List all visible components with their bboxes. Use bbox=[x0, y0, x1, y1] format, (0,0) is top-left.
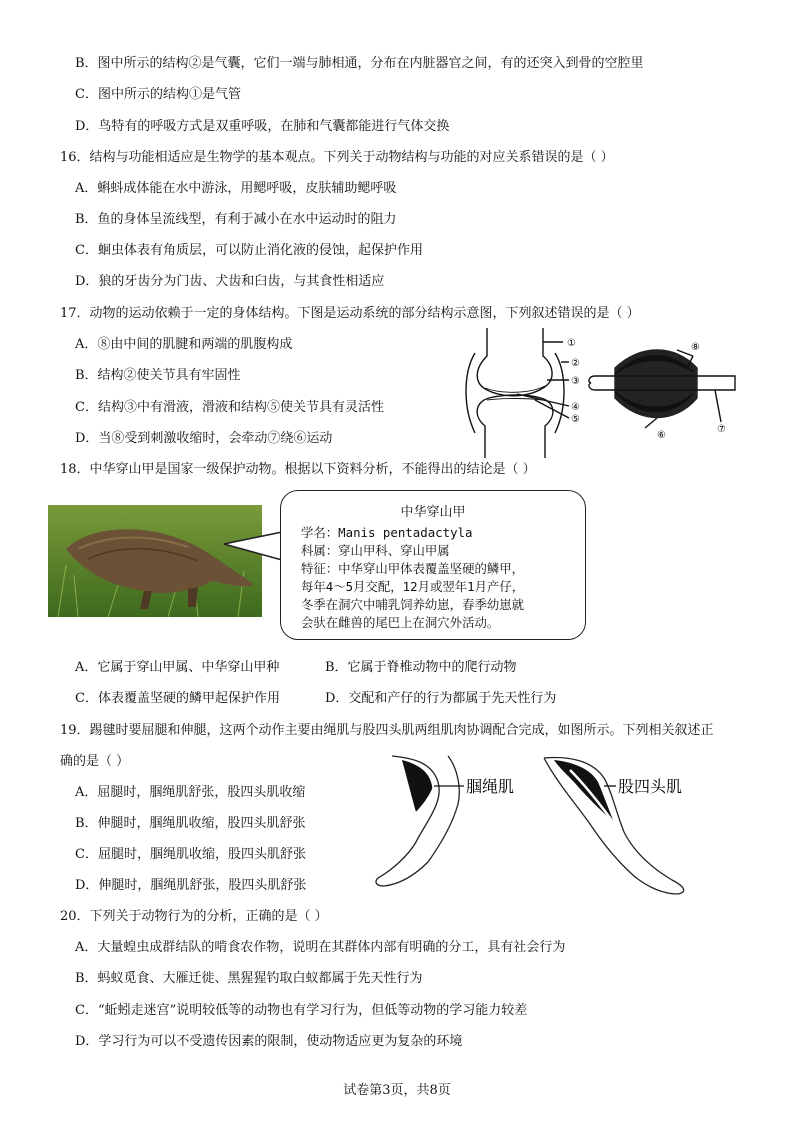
q19-option-a: A．屈腿时，腘绳肌舒张，股四头肌收缩 bbox=[75, 785, 306, 800]
label-6: ⑥ bbox=[657, 430, 666, 441]
callout-line-1: 学名：Manis pentadactyla bbox=[301, 525, 473, 540]
label-4: ④ bbox=[571, 402, 580, 413]
label-hamstring: 腘绳肌 bbox=[466, 777, 515, 796]
q17-option-a: A．⑧由中间的肌腱和两端的肌腹构成 bbox=[75, 337, 293, 352]
label-1: ① bbox=[567, 338, 576, 349]
q20-option-d: D．学习行为可以不受遗传因素的限制，使动物适应更为复杂的环境 bbox=[75, 1034, 463, 1049]
page-footer: 试卷第3页，共8页 bbox=[343, 1083, 451, 1098]
q19-option-b: B．伸腿时，腘绳肌收缩，股四头肌舒张 bbox=[75, 816, 306, 831]
label-quadriceps: 股四头肌 bbox=[618, 777, 683, 796]
callout-line-5: 冬季在洞穴中哺乳饲养幼崽，春季幼崽就 bbox=[301, 597, 525, 612]
leg-muscle-diagram bbox=[372, 752, 750, 898]
q16-stem: 16．结构与功能相适应是生物学的基本观点。下列关于动物结构与功能的对应关系错误的是（ ） bbox=[60, 150, 614, 165]
callout-pointer bbox=[222, 530, 284, 570]
label-3: ③ bbox=[571, 376, 580, 387]
q16-option-c: C．蛔虫体表有角质层，可以防止消化液的侵蚀，起保护作用 bbox=[75, 243, 423, 258]
q18-option-c: C．体表覆盖坚硬的鳞甲起保护作用 bbox=[75, 691, 280, 706]
q20-stem: 20．下列关于动物行为的分析，正确的是（ ） bbox=[60, 909, 328, 924]
q17-option-c: C．结构③中有滑液，滑液和结构⑤使关节具有灵活性 bbox=[75, 400, 384, 415]
label-7: ⑦ bbox=[717, 424, 726, 435]
label-5: ⑤ bbox=[571, 414, 580, 425]
callout-line-6: 会驮在雌兽的尾巴上在洞穴外活动。 bbox=[301, 615, 500, 630]
callout-line-2: 科属：穿山甲科、穿山甲属 bbox=[301, 543, 450, 558]
q18-option-b: B．它属于脊椎动物中的爬行动物 bbox=[325, 660, 517, 675]
q17-option-b: B．结构②使关节具有牢固性 bbox=[75, 368, 241, 383]
q17-option-d: D．当⑧受到刺激收缩时，会牵动⑦绕⑥运动 bbox=[75, 431, 333, 446]
q16-option-b: B．鱼的身体呈流线型，有利于减小在水中运动时的阻力 bbox=[75, 212, 397, 227]
joint-diagram bbox=[465, 328, 755, 458]
q20-option-b: B．蚂蚁觅食、大雁迁徙、黑猩猩钓取白蚁都属于先天性行为 bbox=[75, 971, 423, 986]
q15-option-b: B．图中所示的结构②是气囊，它们一端与肺相通，分布在内脏器官之间，有的还突入到骨的空腔里 bbox=[75, 56, 644, 71]
q20-option-a: A．大量蝗虫成群结队的啃食农作物，说明在其群体内部有明确的分工，具有社会行为 bbox=[75, 940, 566, 955]
callout-title: 中华穿山甲 bbox=[400, 505, 466, 520]
q17-stem: 17．动物的运动依赖于一定的身体结构。下图是运动系统的部分结构示意图，下列叙述错误的是（ ） bbox=[60, 306, 640, 321]
q15-option-d: D．鸟特有的呼吸方式是双重呼吸，在肺和气囊都能进行气体交换 bbox=[75, 119, 450, 134]
label-8: ⑧ bbox=[691, 342, 700, 353]
q18-option-a: A．它属于穿山甲属、中华穿山甲种 bbox=[75, 660, 280, 675]
q16-option-d: D．狼的牙齿分为门齿、犬齿和臼齿，与其食性相适应 bbox=[75, 274, 385, 289]
callout-line-4: 每年4～5月交配，12月或翌年1月产仔， bbox=[301, 579, 525, 594]
q18-stem: 18．中华穿山甲是国家一级保护动物。根据以下资料分析，不能得出的结论是（ ） bbox=[60, 462, 536, 477]
label-2: ② bbox=[571, 358, 580, 369]
q19-stem-line-1: 19．踢毽时要屈腿和伸腿，这两个动作主要由绳肌与股四头肌两组肌肉协调配合完成，如图所示。下列相关叙述正 bbox=[60, 723, 714, 738]
q20-option-c: C．“蚯蚓走迷宫”说明较低等的动物也有学习行为，但低等动物的学习能力较差 bbox=[75, 1003, 528, 1018]
q16-option-a: A．蝌蚪成体能在水中游泳，用鳃呼吸，皮肤辅助鳃呼吸 bbox=[75, 181, 397, 196]
q19-option-d: D．伸腿时，腘绳肌舒张，股四头肌舒张 bbox=[75, 878, 307, 893]
callout-line-3: 特征：中华穿山甲体表覆盖坚硬的鳞甲， bbox=[301, 561, 525, 576]
pangolin-info-callout bbox=[280, 490, 586, 640]
q19-option-c: C．屈腿时，腘绳肌收缩，股四头肌舒张 bbox=[75, 847, 306, 862]
q18-option-d: D．交配和产仔的行为都属于先天性行为 bbox=[325, 691, 557, 706]
q19-stem-line-2: 确的是（ ） bbox=[60, 754, 130, 769]
q15-option-c: C．图中所示的结构①是气管 bbox=[75, 87, 241, 102]
